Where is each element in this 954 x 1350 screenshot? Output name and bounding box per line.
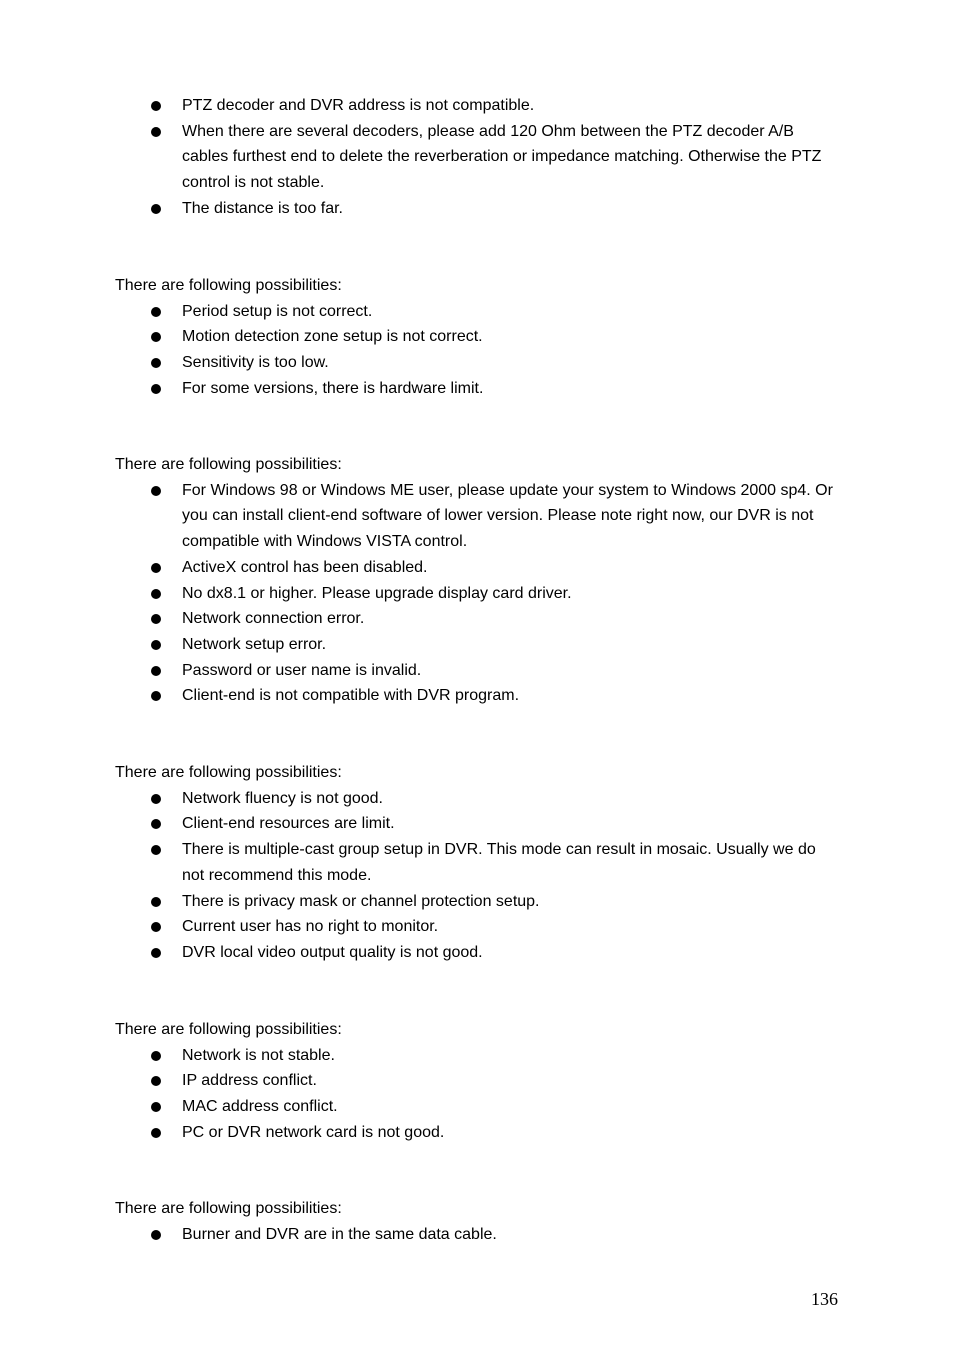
section-intro: There are following possibilities: [115, 1021, 342, 1038]
bullet-list [115, 1043, 835, 1146]
list-item: IP address conflict. [115, 1068, 835, 1094]
bullet-dot-icon [151, 819, 161, 829]
section-burner [115, 1196, 835, 1247]
list-item: PTZ decoder and DVR address is not compatible. [115, 93, 835, 119]
bullet-dot-icon [151, 1076, 161, 1086]
bullet-list [115, 786, 835, 966]
bullet-dot-icon [151, 691, 161, 701]
page-number: 136 [811, 1289, 838, 1309]
section-network-unstable [115, 1017, 835, 1146]
section-intro: There are following possibilities: [115, 277, 342, 294]
list-item: There is multiple-cast group setup in DVR. This mode can result in mosaic. Usually we do not recommend this mode. [115, 837, 835, 888]
bullet-dot-icon [151, 897, 161, 907]
section-mosaic [115, 760, 835, 966]
bullet-dot-icon [151, 358, 161, 368]
list-item: For some versions, there is hardware limit. [115, 376, 835, 402]
bullet-dot-icon [151, 922, 161, 932]
bullet-dot-icon [151, 486, 161, 496]
section-intro: There are following possibilities: [115, 456, 342, 473]
list-item: DVR local video output quality is not good. [115, 940, 835, 966]
section-ptz [115, 93, 835, 222]
bullet-dot-icon [151, 332, 161, 342]
list-item: For Windows 98 or Windows ME user, please update your system to Windows 2000 sp4. Or you can install client-end software of lower version. Please note right now, our DVR is not compatible with Windows VISTA control. [115, 478, 835, 555]
section-client-login [115, 452, 835, 709]
bullet-dot-icon [151, 614, 161, 624]
bullet-dot-icon [151, 948, 161, 958]
list-item: PC or DVR network card is not good. [115, 1120, 835, 1146]
bullet-dot-icon [151, 1230, 161, 1240]
list-item: ActiveX control has been disabled. [115, 555, 835, 581]
bullet-dot-icon [151, 1051, 161, 1061]
bullet-dot-icon [151, 563, 161, 573]
list-item: Client-end resources are limit. [115, 811, 835, 837]
bullet-dot-icon [151, 307, 161, 317]
bullet-list [115, 478, 835, 709]
list-item: Network fluency is not good. [115, 786, 835, 812]
bullet-dot-icon [151, 127, 161, 137]
bullet-list [115, 1222, 835, 1248]
section-motion-detection [115, 273, 835, 402]
list-item: Client-end is not compatible with DVR program. [115, 683, 835, 709]
bullet-dot-icon [151, 794, 161, 804]
list-item: The distance is too far. [115, 196, 835, 222]
bullet-dot-icon [151, 845, 161, 855]
list-item: Password or user name is invalid. [115, 658, 835, 684]
list-item: Network connection error. [115, 606, 835, 632]
bullet-list [115, 93, 835, 222]
bullet-dot-icon [151, 204, 161, 214]
list-item: Network is not stable. [115, 1043, 835, 1069]
bullet-dot-icon [151, 1128, 161, 1138]
list-item: Current user has no right to monitor. [115, 914, 835, 940]
list-item: MAC address conflict. [115, 1094, 835, 1120]
list-item: Period setup is not correct. [115, 299, 835, 325]
bullet-dot-icon [151, 101, 161, 111]
list-item: Sensitivity is too low. [115, 350, 835, 376]
section-intro: There are following possibilities: [115, 1200, 342, 1217]
list-item: Network setup error. [115, 632, 835, 658]
bullet-dot-icon [151, 1102, 161, 1112]
list-item: Motion detection zone setup is not correct. [115, 324, 835, 350]
list-item: When there are several decoders, please add 120 Ohm between the PTZ decoder A/B cables furthest end to delete the reverberation or impedance matching. Otherwise the PTZ control is not stable. [115, 119, 835, 196]
list-item: There is privacy mask or channel protection setup. [115, 889, 835, 915]
bullet-dot-icon [151, 666, 161, 676]
bullet-dot-icon [151, 640, 161, 650]
bullet-dot-icon [151, 589, 161, 599]
bullet-dot-icon [151, 384, 161, 394]
bullet-list [115, 299, 835, 402]
list-item: Burner and DVR are in the same data cable. [115, 1222, 835, 1248]
list-item: No dx8.1 or higher. Please upgrade display card driver. [115, 581, 835, 607]
section-intro: There are following possibilities: [115, 764, 342, 781]
